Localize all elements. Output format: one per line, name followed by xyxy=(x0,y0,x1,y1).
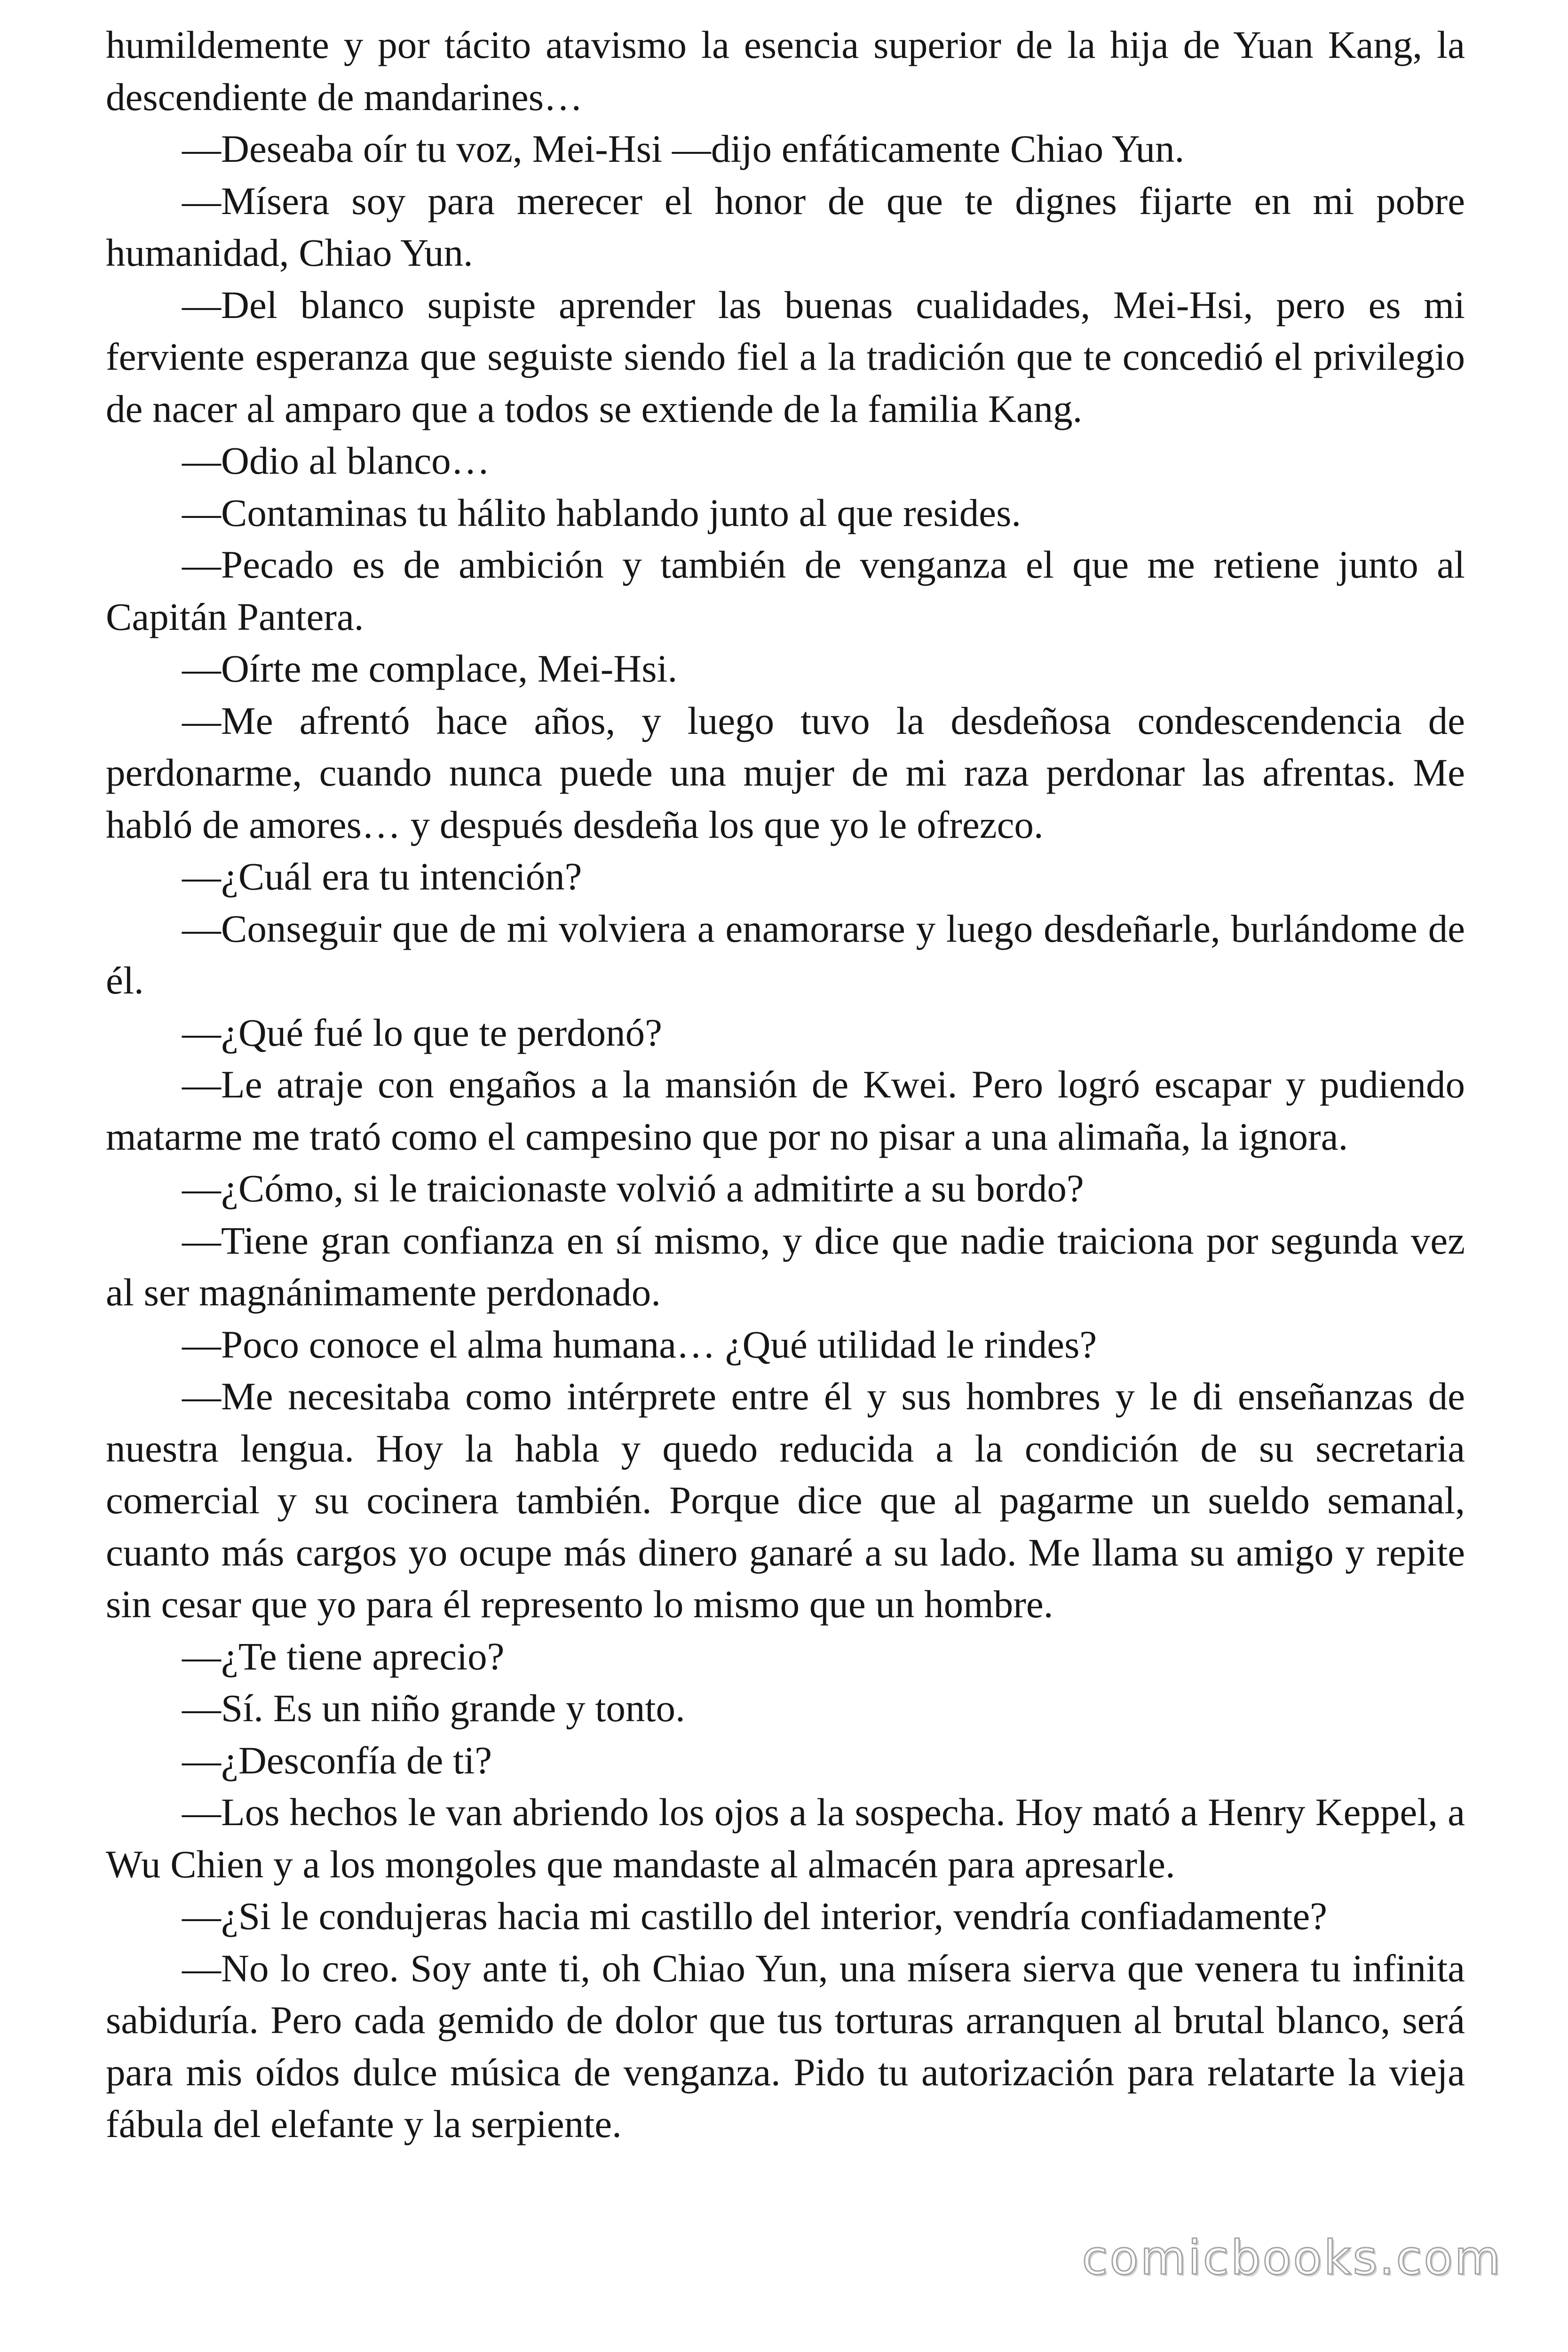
paragraph: —Me necesitaba como intérprete entre él y sus hombres y le di enseñanzas de nuestra lengua. Hoy la habla y quedo reducida a la condición de su secretaria comercial y su cocinera también. Porque dice que al pagarme un sueldo semanal, cuanto más cargos yo ocupe más dinero ganaré a su lado. Me llama su amigo y repite sin cesar que yo para él represento lo mismo que un hombre. xyxy=(106,1375,1465,1626)
paragraph: —Le atraje con engaños a la mansión de Kwei. Pero logró escapar y pudiendo matarme me trató como el campesino que por no pisar a una alimaña, la ignora. xyxy=(106,1063,1465,1158)
paragraph: —¿Qué fué lo que te perdonó? xyxy=(182,1010,662,1054)
paragraph: —Deseaba oír tu voz, Mei-Hsi —dijo enfáticamente Chiao Yun. xyxy=(182,127,1185,170)
paragraph: —Tiene gran confianza en sí mismo, y dice que nadie traiciona por segunda vez al ser magnánimamente perdonado. xyxy=(106,1218,1465,1314)
page-body xyxy=(106,19,1465,2150)
paragraph: —Sí. Es un niño grande y tonto. xyxy=(182,1686,685,1730)
paragraph: —Conseguir que de mi volviera a enamorarse y luego desdeñarle, burlándome de él. xyxy=(106,906,1465,1002)
paragraph: —Odio al blanco… xyxy=(182,439,490,482)
paragraph: —¿Te tiene aprecio? xyxy=(182,1634,505,1678)
paragraph: —Poco conoce el alma humana… ¿Qué utilidad le rindes? xyxy=(182,1322,1097,1366)
paragraph: —No lo creo. Soy ante ti, oh Chiao Yun, una mísera sierva que venera tu infinita sabiduría. Pero cada gemido de dolor que tus torturas arranquen al brutal blanco, será para mis oídos dulce música de venganza. Pido tu autorización para relatarte la vieja fábula del elefante y la serpiente. xyxy=(106,1946,1465,2145)
paragraph: —Contaminas tu hálito hablando junto al que resides. xyxy=(182,491,1022,534)
paragraph: —¿Desconfía de ti? xyxy=(182,1738,492,1782)
paragraph: —Los hechos le van abriendo los ojos a la sospecha. Hoy mató a Henry Keppel, a Wu Chien y a los mongoles que mandaste al almacén para apresarle. xyxy=(106,1790,1465,1886)
paragraph: humildemente y por tácito atavismo la esencia superior de la hija de Yuan Kang, la descendiente de mandarines… xyxy=(106,23,1465,119)
paragraph: —¿Cómo, si le traicionaste volvió a admitirte a su bordo? xyxy=(182,1167,1084,1210)
paragraph: —Oírte me complace, Mei-Hsi. xyxy=(182,647,678,690)
paragraph: —¿Cuál era tu intención? xyxy=(182,855,582,898)
paragraph: —¿Si le condujeras hacia mi castillo del interior, vendría confiadamente? xyxy=(182,1894,1328,1938)
paragraph: —Del blanco supiste aprender las buenas cualidades, Mei-Hsi, pero es mi ferviente esperanza que seguiste siendo fiel a la tradición que te concedió el privilegio de nacer al amparo que a todos se extiende de la familia Kang. xyxy=(106,283,1465,430)
paragraph: —Pecado es de ambición y también de venganza el que me retiene junto al Capitán Pantera. xyxy=(106,543,1465,638)
watermark: comicbooks.com xyxy=(1082,2230,1502,2285)
paragraph: —Me afrentó hace años, y luego tuvo la desdeñosa condescendencia de perdonarme, cuando nunca puede una mujer de mi raza perdonar las afrentas. Me habló de amores… y después desdeña los que yo le ofrezco. xyxy=(106,699,1465,846)
paragraph: —Mísera soy para merecer el honor de que te dignes fijarte en mi pobre humanidad, Chiao Yun. xyxy=(106,179,1465,274)
